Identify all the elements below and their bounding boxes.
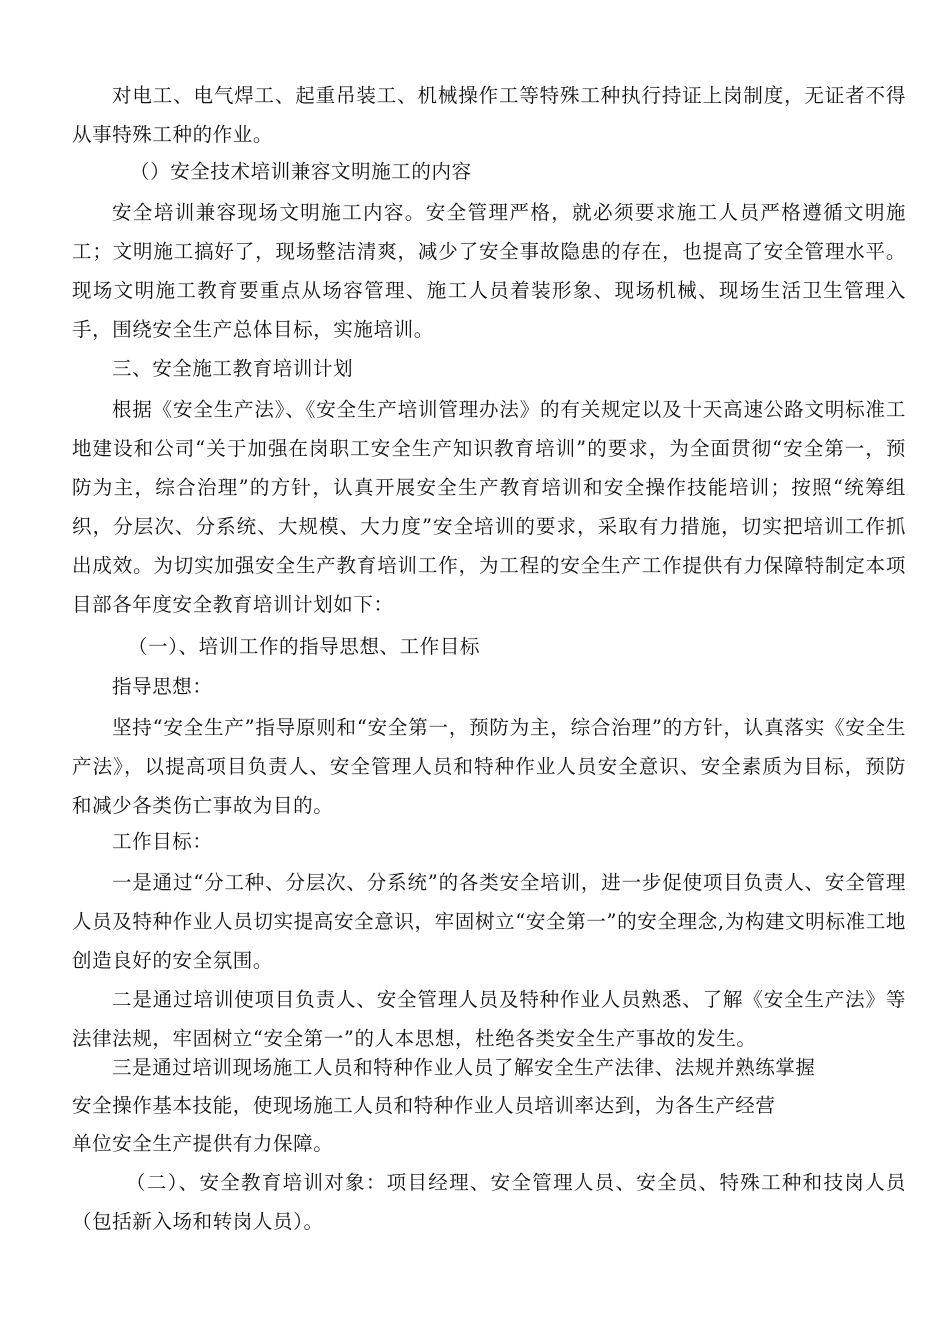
paragraph-regulations-basis: 根据《安全生产法》、《安全生产培训管理办法》的有关规定以及十天高速公路文明标准工地建设和公司“关于加强在岗职工安全生产知识教育培训”的要求，为全面贯彻“安全第一，预防为主，综合治理”的方针，认真开展安全生产教育培训和安全操作技能培训；按照“统筹组织，分层次、分系统、大规模、大力度”安全培训的要求，采取有力措施，切实把培训工作抓出成效。为切实加强安全生产教育培训工作，为工程的安全生产工作提供有力保障特制定本项目部各年度安全教育培训计划如下： [72, 398, 906, 616]
paragraph-training-targets: （二）、安全教育培训对象：项目经理、安全管理人员、安全员、特殊工种和技岗人员（包括新入场和转岗人员）。 [72, 1171, 906, 1233]
paragraph-goal-two: 二是通过培训使项目负责人、安全管理人员及特种作业人员熟悉、了解《安全生产法》等法律法规，牢固树立“安全第一”的人本思想，杜绝各类安全生产事故的发生。 [72, 988, 906, 1050]
subheading-guiding-ideology: （一）、培训工作的指导思想、工作目标 [128, 635, 481, 658]
heading-civilized-construction: （）安全技术培训兼容文明施工的内容 [130, 160, 472, 183]
label-work-goals: 工作目标： [112, 830, 213, 853]
paragraph-goal-one: 一是通过“分工种、分层次、分系统”的各类安全培训，进一步促使项目负责人、安全管理人员及特种作业人员切实提高安全意识，牢固树立“安全第一”的安全理念,为构建文明标准工地创造良好的安全氛围。 [72, 871, 906, 972]
paragraph-goal-three-line-2: 安全操作基本技能，使现场施工人员和特种作业人员培训率达到，为各生产经营 [72, 1094, 776, 1117]
paragraph-special-trades: 对电工、电气焊工、起重吊装工、机械操作工等特殊工种执行持证上岗制度，无证者不得从事特殊工种的作业。 [72, 84, 906, 146]
paragraph-goal-three-line-1: 三是通过培训现场施工人员和特种作业人员了解安全生产法律、法规并熟练掌握 [112, 1056, 816, 1079]
paragraph-goal-three-line-3: 单位安全生产提供有力保障。 [72, 1132, 334, 1155]
section-heading-training-plan: 三、安全施工教育培训计划 [112, 357, 354, 380]
paragraph-civilized-construction: 安全培训兼容现场文明施工内容。安全管理严格，就必须要求施工人员严格遵循文明施工；文明施工搞好了，现场整洁清爽，减少了安全事故隐患的存在，也提高了安全管理水平。现场文明施工教育要重点从场容管理、施工人员着装形象、现场机械、现场生活卫生管理入手，围绕安全生产总体目标，实施培训。 [72, 201, 906, 341]
label-guiding-ideology: 指导思想： [112, 675, 213, 698]
paragraph-guiding-ideology: 坚持“安全生产”指导原则和“安全第一，预防为主，综合治理”的方针，认真落实《安全生产法》，以提高项目负责人、安全管理人员和特种作业人员安全意识、安全素质为目标，预防和减少各类伤亡事故为目的。 [72, 716, 906, 817]
